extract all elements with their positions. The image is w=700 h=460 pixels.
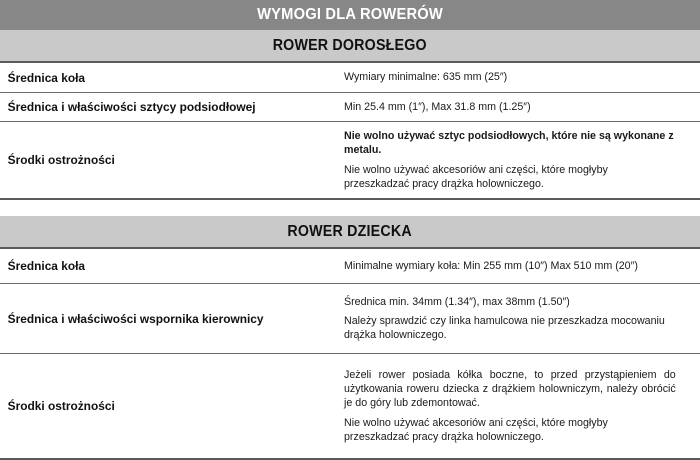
row-label-cell	[0, 93, 342, 122]
row-value-cell	[342, 63, 700, 93]
table-row	[0, 93, 700, 122]
row-label-cell	[0, 249, 342, 284]
row-value	[342, 94, 700, 120]
table-row	[0, 284, 700, 354]
requirements-table-adult-bike	[0, 63, 700, 200]
row-label: Środki ostrożności	[7, 153, 115, 167]
value-paragraph: Średnica min. 34mm (1.34″), max 38mm (1.50″)	[344, 295, 570, 308]
value-paragraph: Należy sprawdzić czy linka hamulcowa nie przeszkadza mocowaniu drążka holowniczego.	[344, 314, 665, 342]
row-value-cell	[342, 249, 700, 284]
section-title: ROWER DOROSŁEGO	[272, 36, 428, 54]
row-label: Średnica koła	[7, 259, 86, 273]
row-label: Średnica i właściwości sztycy podsiodłowej	[7, 100, 256, 114]
table-row	[0, 249, 700, 284]
row-value	[342, 362, 700, 449]
section-spacer	[0, 200, 700, 216]
row-label-cell	[0, 63, 342, 93]
row-value-cell	[342, 93, 700, 122]
table-row	[0, 122, 700, 200]
row-value	[342, 253, 700, 279]
section-heading-child-bike	[0, 216, 700, 249]
row-value-cell	[342, 284, 700, 354]
section-heading-adult-bike	[0, 30, 700, 63]
value-paragraph: Min 25.4 mm (1″), Max 31.8 mm (1.25″)	[344, 100, 531, 113]
row-value-cell	[342, 122, 700, 200]
row-value-cell	[342, 354, 700, 460]
value-paragraph: Nie wolno używać akcesoriów ani części, które mogłyby przeszkadzać pracy drążka holowniczego.	[344, 163, 608, 190]
page-title: WYMOGI DLA ROWERÓW	[257, 6, 443, 23]
value-paragraph: Jeżeli rower posiada kółka boczne, to przed przystąpieniem do użytkowania roweru dziecka z drążkiem holowniczym, należy obrócić je do góry lub zdemontować.	[344, 369, 676, 410]
row-label-cell	[0, 354, 342, 460]
row-label-cell	[0, 284, 342, 354]
row-label: Środki ostrożności	[7, 399, 115, 413]
table-row	[0, 63, 700, 93]
value-paragraph: Nie wolno używać akcesoriów ani części, które mogłyby przeszkadzać pracy drążka holowniczego.	[344, 416, 608, 443]
row-value	[342, 289, 700, 348]
row-value	[342, 123, 700, 196]
value-paragraph-warning: Nie wolno używać sztyc podsiodłowych, które nie są wykonane z metalu.	[344, 130, 674, 157]
table-row	[0, 354, 700, 460]
row-label-cell	[0, 122, 342, 200]
row-label: Średnica i właściwości wspornika kierownicy	[7, 311, 264, 326]
section-title: ROWER DZIECKA	[287, 222, 413, 240]
value-paragraph: Minimalne wymiary koła: Min 255 mm (10″) Max 510 mm (20″)	[344, 259, 638, 272]
requirements-table-child-bike	[0, 249, 700, 460]
value-paragraph: Wymiary minimalne: 635 mm (25″)	[344, 71, 508, 84]
document-main-banner	[0, 0, 700, 30]
row-label: Średnica koła	[7, 70, 86, 85]
row-value	[342, 64, 700, 90]
